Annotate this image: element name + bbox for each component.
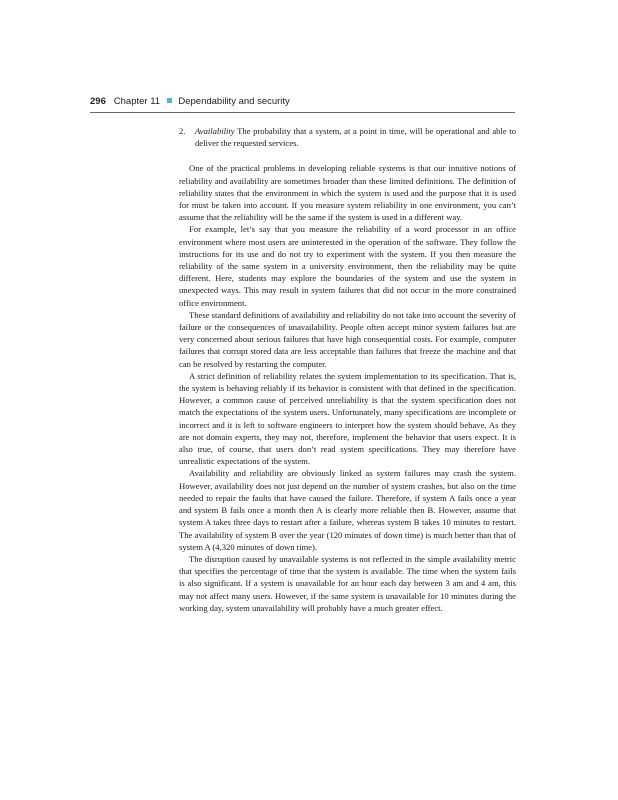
- paragraph: For example, let’s say that you measure the reliability of a word processor in an office environment where most users are uninterested in the operation of the software. They follow the instructions for its use and do not try to experiment with the system. If you then measure the reliability of the same system in a university environment, then the reliability may be quite different. Here, students may explore the boundaries of the system and use the system in unexpected ways. This may result in system failures that did not occur in the more constrained office environment.: [179, 224, 516, 308]
- paragraph: The disruption caused by unavailable systems is not reflected in the simple availability metric that specifies the percentage of time that the system is available. The time when the system fails is also significant. If a system is unavailable for an hour each day between 3 am and 4 am, this may not affect many users. However, if the same system is unavailable for 10 minutes during the working day, system unavailability will probably have a much greater effect.: [179, 553, 516, 613]
- body-text: [179, 125, 516, 614]
- section-title: Dependability and security: [178, 96, 290, 107]
- chapter-label: Chapter 11: [113, 96, 161, 107]
- paragraph: Availability and reliability are obviously linked as system failures may crash the system. However, availability does not just depend on the number of system crashes, but also on the time needed to repair the faults that have caused the failure. Therefore, if system A fails once a year and system B fails once a month then A is clearly more reliable then B. However, assume that system A takes three days to restart after a failure, whereas system B takes 10 minutes to restart. The availability of system B over the year (120 minutes of down time) is much better than that of system A (4,320 minutes of down time).: [179, 468, 516, 552]
- square-bullet-icon: [167, 98, 172, 103]
- paragraph: A strict definition of reliability relates the system implementation to its specification. That is, the system is behaving reliably if its behavior is consistent with that defined in the specification. However, a common cause of perceived unreliability is that the system specification does not match the expectations of the system users. Unfortunately, many specifications are incomplete or incorrect and it is left to software engineers to interpret how the system should behave. As they are not domain experts, they may not, therefore, implement the behavior that users expect. It is also true, of course, that users don’t read system specifications. They may therefore have unrealistic expectations of the system.: [179, 370, 516, 467]
- list-item-term: Availability: [195, 126, 235, 136]
- paragraph: One of the practical problems in developing reliable systems is that our intuitive notions of reliability and availability are sometimes broader than these limited definitions. The definition of reliability states that the environment in which the system is used and the purpose that it is used for must be taken into account. If you measure system reliability in one environment, you can’t assume that the reliability will be the same if the system is used in a different way.: [179, 163, 516, 223]
- page-number: 296: [90, 96, 106, 107]
- paragraph: These standard definitions of availability and reliability do not take into account the severity of failure or the consequences of unavailability. People often accept minor system failures but are very concerned about serious failures that have high consequential costs. For example, computer failures that corrupt stored data are less acceptable than failures that freeze the machine and that can be resolved by restarting the computer.: [179, 309, 516, 369]
- list-item-number: 2.: [179, 126, 186, 136]
- running-head: [90, 96, 515, 108]
- header-rule: [90, 112, 515, 113]
- list-item: [179, 125, 516, 149]
- list-item-text: The probability that a system, at a point in time, will be operational and able to deliver the requested services.: [195, 126, 516, 149]
